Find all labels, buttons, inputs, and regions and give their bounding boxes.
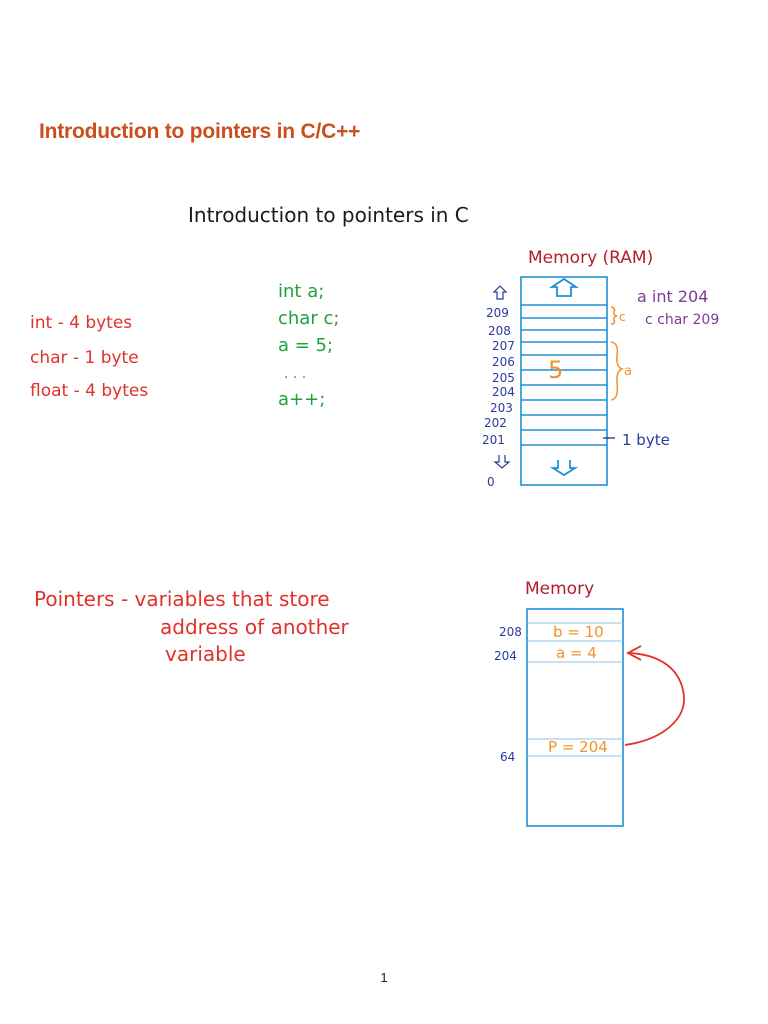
address-label: 208 [488, 324, 511, 338]
type-sizes [30, 313, 148, 401]
address-label: 201 [482, 433, 505, 447]
brace-c [611, 307, 617, 324]
code-line: int a; [278, 281, 325, 302]
slide1-heading: Introduction to pointers in C [188, 203, 469, 227]
address-label: 204 [494, 649, 517, 663]
memory-title: Memory [525, 579, 595, 599]
cell-value: P = 204 [548, 738, 608, 756]
arrow-up-icon [552, 279, 576, 296]
address-label: 64 [500, 750, 516, 764]
pointer-definition [34, 587, 350, 666]
address-label: 206 [492, 355, 515, 369]
cell-value: b = 10 [553, 623, 604, 641]
address-label: 208 [499, 625, 522, 639]
pointer-address-labels [494, 625, 522, 764]
code-line: a++; [278, 389, 326, 410]
code-line: . . . [284, 366, 307, 382]
note-c-char: c char 209 [645, 312, 720, 328]
brace-a-label: a [624, 364, 632, 379]
note-one-byte: 1 byte [622, 431, 670, 449]
memory-diagram-ram [521, 277, 607, 485]
cell-value: a = 4 [556, 644, 597, 662]
address-label: 203 [490, 401, 513, 415]
size-float: float - 4 bytes [30, 381, 149, 401]
address-down-arrow-icon [495, 455, 509, 468]
address-label: 204 [492, 385, 515, 399]
page-number: 1 [380, 970, 388, 985]
memory-block [521, 277, 607, 485]
note-a-int: a int 204 [637, 287, 709, 306]
address-label: 209 [486, 306, 509, 320]
address-up-arrow-icon [494, 286, 506, 299]
code-line: char c; [278, 308, 340, 329]
memory-cells [548, 623, 608, 756]
address-label: 0 [487, 475, 495, 489]
code-snippet [278, 281, 339, 410]
code-line: a = 5; [278, 335, 334, 356]
pointer-arrow [625, 653, 684, 745]
document-title: Introduction to pointers in C/C++ [39, 120, 361, 143]
value-in-a: 5 [548, 356, 564, 384]
memory-diagram-pointer [527, 609, 623, 826]
address-label: 205 [492, 371, 515, 385]
memory-block [527, 609, 623, 826]
size-char: char - 1 byte [30, 348, 139, 368]
definition-line: Pointers - variables that store [34, 587, 330, 611]
definition-line: variable [165, 642, 246, 666]
memory-ram-title: Memory (RAM) [528, 248, 654, 268]
size-int: int - 4 bytes [30, 313, 133, 333]
brace-a [611, 342, 622, 400]
arrow-down-icon [553, 460, 575, 475]
address-label: 202 [484, 416, 507, 430]
brace-c-label: c [619, 310, 626, 324]
definition-line: address of another [160, 615, 349, 639]
address-label: 207 [492, 339, 515, 353]
